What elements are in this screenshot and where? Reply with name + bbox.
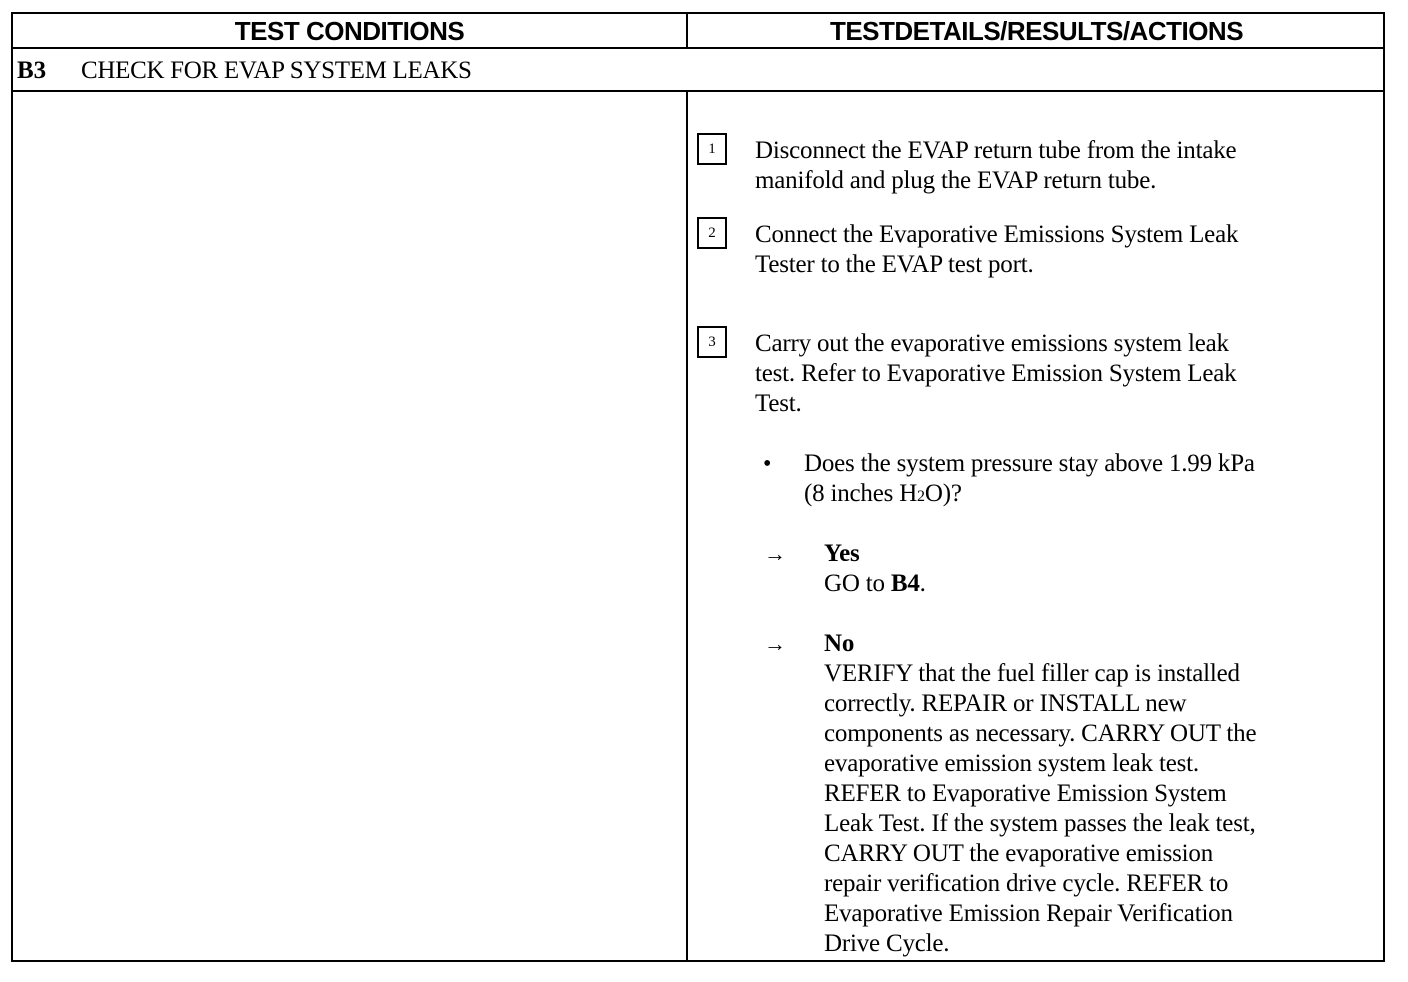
arrow-right-icon: → bbox=[764, 541, 786, 566]
step-title-row bbox=[13, 49, 1383, 92]
yes-goto-ref: B4 bbox=[890, 570, 920, 597]
step-title: CHECK FOR EVAP SYSTEM LEAKS bbox=[81, 57, 472, 84]
action-text-2: Connect the Evaporative Emissions System Leak Tester to the EVAP test port. bbox=[755, 221, 1239, 278]
diagnostic-table bbox=[11, 12, 1385, 962]
question-line-1: Does the system pressure stay above 1.99 kPa bbox=[804, 450, 1255, 477]
action-text-1: Disconnect the EVAP return tube from the intake manifold and plug the EVAP return tube. bbox=[755, 137, 1237, 194]
step-number-box-1: 1 bbox=[697, 133, 727, 165]
yes-goto bbox=[824, 569, 926, 599]
question-subscript: 2 bbox=[917, 488, 925, 505]
no-label: No bbox=[824, 630, 855, 657]
step-number-box-2: 2 bbox=[697, 217, 727, 249]
question-line-2-pre: (8 inches H bbox=[804, 480, 918, 507]
header-test-conditions: TEST CONDITIONS bbox=[13, 14, 688, 47]
question-line-2-post: O)? bbox=[924, 480, 962, 507]
no-action-text: VERIFY that the fuel filler cap is installed correctly. REPAIR or INSTALL new components as necessary. CARRY OUT the evaporative emission system leak test. REFER to Evaporative Emission System Leak Test. If the system passes the leak test, CARRY OUT the evaporative emission repair verification drive cycle. REFER to Evaporative Emission Repair Verification Drive Cycle. bbox=[824, 660, 1257, 957]
arrow-right-icon: → bbox=[764, 631, 786, 656]
table-header-row bbox=[13, 14, 1383, 49]
action-text-3: Carry out the evaporative emissions system leak test. Refer to Evaporative Emission System Leak Test. bbox=[755, 330, 1237, 417]
yes-goto-post: . bbox=[919, 570, 926, 597]
step-id: B3 bbox=[17, 57, 47, 84]
question-line-2 bbox=[804, 479, 1379, 512]
step-number-box-3: 3 bbox=[697, 326, 727, 358]
header-test-details: TESTDETAILS/RESULTS/ACTIONS bbox=[829, 16, 1244, 46]
test-conditions-cell bbox=[13, 92, 688, 960]
yes-label: Yes bbox=[824, 540, 860, 567]
test-details-cell bbox=[688, 92, 1385, 960]
yes-goto-pre: GO to bbox=[824, 570, 891, 597]
bullet-icon: • bbox=[763, 451, 772, 477]
